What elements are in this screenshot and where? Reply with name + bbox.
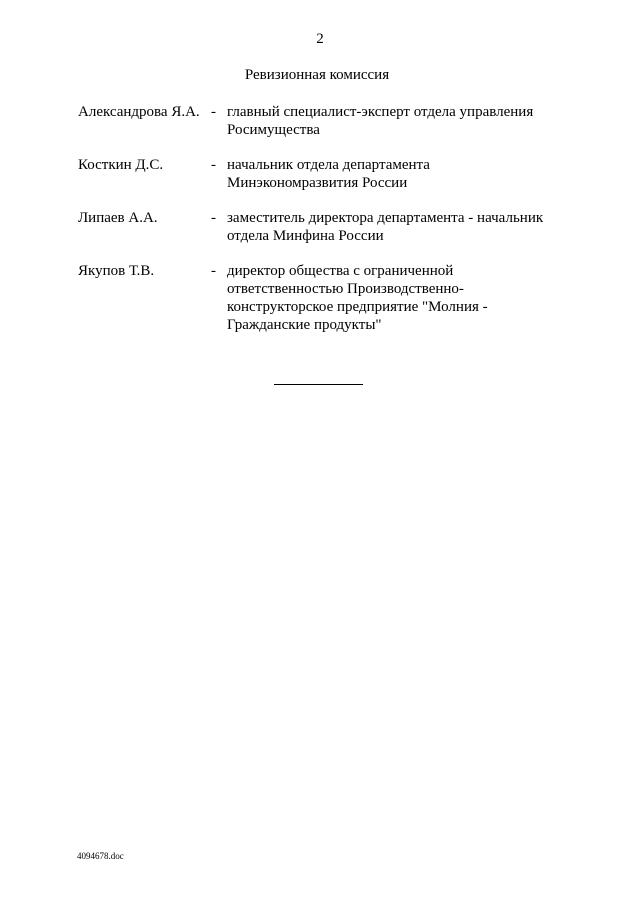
member-role	[227, 156, 557, 192]
member-role-line: заместитель директора департамента - начальник	[227, 210, 544, 226]
member-dash: -	[211, 157, 216, 173]
member-row	[78, 209, 578, 245]
member-name: Липаев А.А.	[78, 210, 158, 226]
member-dash: -	[211, 263, 216, 279]
member-role-line: Минэкономразвития России	[227, 175, 408, 191]
member-role	[227, 262, 557, 334]
member-row	[78, 103, 578, 139]
member-role-line: Росимущества	[227, 122, 320, 138]
member-name: Александрова Я.А.	[78, 104, 200, 120]
member-role-line: ответственностью Производственно-	[227, 281, 464, 297]
member-role	[227, 209, 557, 245]
member-name: Якупов Т.В.	[78, 263, 155, 279]
member-role	[227, 103, 557, 139]
footer-file-name: 4094678.doc	[77, 851, 124, 861]
member-name: Косткин Д.С.	[78, 157, 164, 173]
member-role-line: главный специалист-эксперт отдела управления	[227, 104, 534, 120]
member-dash: -	[211, 210, 216, 226]
member-role-line: директор общества с ограниченной	[227, 263, 454, 279]
member-role-line: Гражданские продукты"	[227, 317, 382, 333]
member-role-line: начальник отдела департамента	[227, 157, 430, 173]
member-dash: -	[211, 104, 216, 120]
member-role-line: отдела Минфина России	[227, 228, 384, 244]
section-title: Ревизионная комиссия	[244, 67, 390, 83]
end-separator-line	[274, 384, 363, 385]
member-row	[78, 262, 578, 334]
commission-members-list	[78, 103, 578, 351]
member-row	[78, 156, 578, 192]
member-role-line: конструкторское предприятие "Молния -	[227, 299, 488, 315]
page-number: 2	[316, 31, 324, 47]
